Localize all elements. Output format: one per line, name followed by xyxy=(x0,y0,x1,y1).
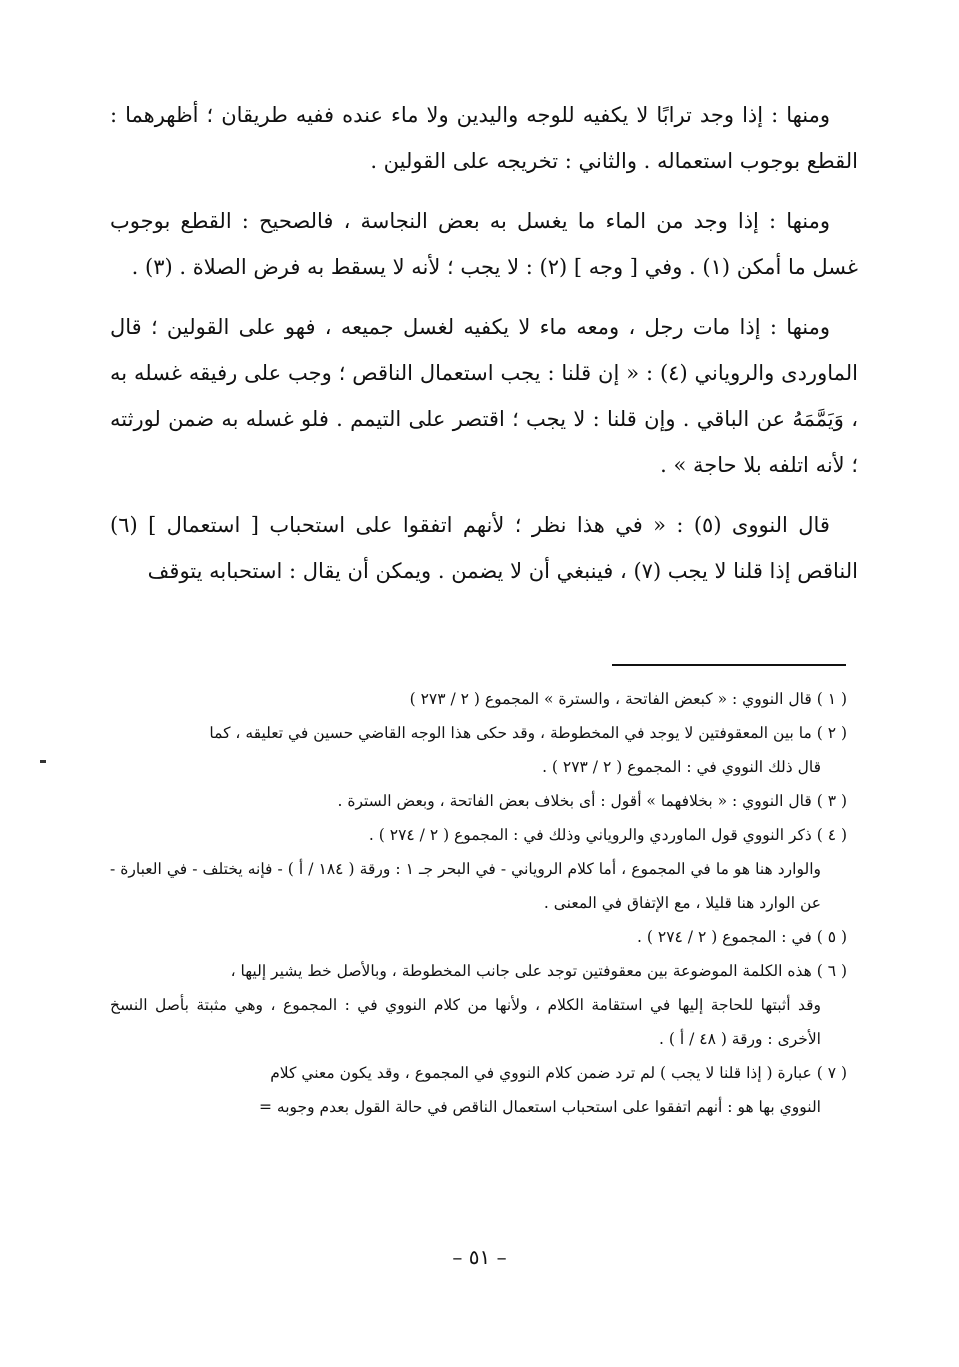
footnote-6-continuation: وقد أثبتها للحاجة إليها في استقامة الكلام ، ولأنها من كلام النووي في : المجموع ، وهي مثبتة بأصل النسخ الأخرى : ورقة ( ٤٨ / أ ) . xyxy=(110,996,821,1048)
margin-mark xyxy=(40,760,46,763)
footnote-2: ( ٢ ) ما بين المعقوفتين لا يوجد في المخطوطة ، وقد حكى هذا الوجه القاضي حسين في تعليقه ، كما xyxy=(209,724,847,742)
footnote-2-continuation: قال ذلك النووي في : المجموع ( ٢ / ٢٧٣ ) . xyxy=(542,758,821,776)
footnote-1: ( ١ ) قال النووي : « كبعض الفاتحة ، والسترة » المجموع ( ٢ / ٢٧٣ ) xyxy=(409,690,847,708)
footnote-6: ( ٦ ) هذه الكلمة الموضوعة بين معقوفتين توجد على جانب المخطوطة ، وبالأصل خط يشير إليها ، xyxy=(230,962,847,980)
footnote-3: ( ٣ ) قال النووي : « بخلافهما » أقول : أى بخلاف بعض الفاتحة ، وبعض السترة . xyxy=(337,792,847,810)
footnote-7: ( ٧ ) عبارة ( إذا قلنا لا يجب ) لم ترد ضمن كلام النووي في المجموع ، وقد يكون معني كلام xyxy=(270,1064,847,1082)
footnote-4: ( ٤ ) ذكر النووي قول الماوردي والروياني وذلك في : المجموع ( ٢ / ٢٧٤ ) . xyxy=(368,826,847,844)
footnote-separator xyxy=(612,664,846,666)
paragraph-3: ومنها : إذا مات رجل ، ومعه ماء لا يكفيه لغسل جميعه ، فهو على القولين ؛ قال الماوردى والروياني (٤) : « إن قلنا : يجب استعمال الناقص ؛ وجب على رفيقه غسله به ، وَيَمَّمَهُ عن الباقي . وإن قلنا : لا يجب ؛ اقتصر على التيمم . فلو غسله به ضمن لورثته ؛ لأنه اتلفه بلا حاجة » . xyxy=(110,315,858,477)
paragraph-2: ومنها : إذا وجد من الماء ما يغسل به بعض النجاسة ، فالصحيح : القطع بوجوب غسل ما أمكن (١) . وفي [ وجه ] (٢) : لا يجب ؛ لأنه لا يسقط به فرض الصلاة . (٣) . xyxy=(110,209,858,279)
paragraph-4: قال النووى (٥) : « في هذا نظر ؛ لأنهم اتفقوا على استحباب [ استعمال ] (٦) الناقص إذا قلنا لا يجب (٧) ، فينبغي أن لا يضمن . ويمكن أن يقال : استحبابه يتوقف xyxy=(110,513,858,583)
paragraph-1: ومنها : إذا وجد ترابًا لا يكفيه للوجه واليدين ولا ماء عنده ففيه طريقان ؛ أظهرهما : القطع بوجوب استعماله . والثاني : تخريجه على القولين . xyxy=(110,103,858,173)
page-number: – ٥١ – xyxy=(452,1245,507,1269)
main-text xyxy=(110,92,858,608)
footnote-5: ( ٥ ) في : المجموع ( ٢ / ٢٧٤ ) . xyxy=(637,928,847,946)
footnotes xyxy=(110,682,847,1124)
footnote-7-continuation: النووي بها هو : أنهم اتفقوا على استحباب استعمال الناقص في حالة القول بعدم وجوبه = xyxy=(258,1098,821,1116)
footnote-4-continuation: والوارد هنا هو ما في المجموع ، أما كلام الروياني - في البحر جـ ١ : ورقة ( ١٨٤ / أ ) - فإنه يختلف - في العبارة - عن الوارد هنا قليلا ، مع الإتفاق في المعنى . xyxy=(110,860,821,912)
